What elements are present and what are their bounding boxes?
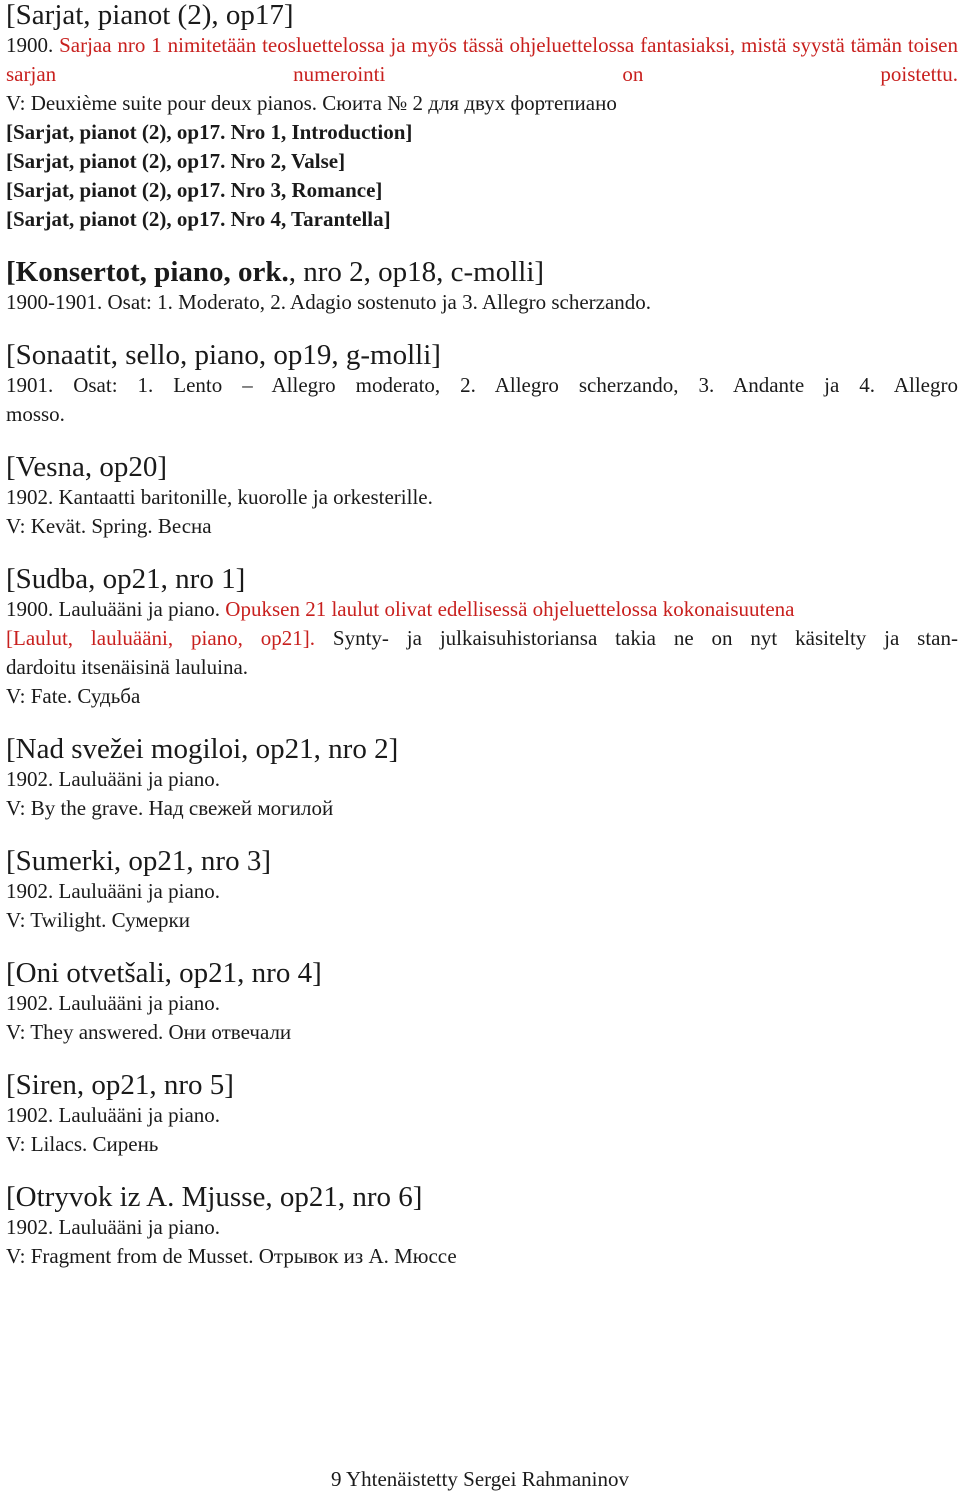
entry-description-cont: dardoitu itsenäisinä lauluina. bbox=[6, 655, 249, 679]
entry-spacer bbox=[6, 935, 958, 958]
entry-description: 1900-1901. Osat: 1. Moderato, 2. Adagio sostenuto ja 3. Allegro scherzando. bbox=[6, 290, 652, 314]
entry-title: [Sarjat, pianot (2), op17] bbox=[6, 0, 294, 31]
entry-nad-svezhei-op21-2 bbox=[6, 734, 958, 823]
entry-title: [Sumerki, op21, nro 3] bbox=[6, 845, 271, 877]
entry-description bbox=[6, 31, 958, 89]
entry-spacer bbox=[6, 429, 958, 452]
entry-title: [Nad svežei mogiloi, op21, nro 2] bbox=[6, 733, 399, 765]
entry-konsertot-op18 bbox=[6, 257, 958, 317]
entry-description: 1902. Lauluääni ja piano. bbox=[6, 991, 221, 1015]
entry-title: [Sonaatit, sello, piano, op19, g-molli] bbox=[6, 339, 441, 371]
entry-sumerki-op21-3 bbox=[6, 846, 958, 935]
entry-spacer bbox=[6, 317, 958, 340]
entry-spacer bbox=[6, 234, 958, 257]
entry-title: [Vesna, op20] bbox=[6, 451, 168, 483]
entry-title: [Otryvok iz A. Mjusse, op21, nro 6] bbox=[6, 1181, 423, 1213]
variant-titles: V: Twilight. Сумерки bbox=[6, 908, 190, 932]
entry-spacer bbox=[6, 1047, 958, 1070]
variant-titles: V: They answered. Они отвечали bbox=[6, 1020, 292, 1044]
entry-description: 1902. Lauluääni ja piano. bbox=[6, 1215, 221, 1239]
entry-spacer bbox=[6, 1159, 958, 1182]
sub-entry: [Sarjat, pianot (2), op17. Nro 4, Tarantella] bbox=[6, 207, 391, 231]
entry-otryvok-op21-6 bbox=[6, 1182, 958, 1271]
variant-titles: V: Fate. Судьба bbox=[6, 684, 141, 708]
entry-description: 1902. Kantaatti baritonille, kuorolle ja orkesterille. bbox=[6, 485, 433, 509]
entry-spacer bbox=[6, 711, 958, 734]
entry-description-cont: mosso. bbox=[6, 402, 65, 426]
entry-title: [Oni otvetšali, op21, nro 4] bbox=[6, 957, 322, 989]
entry-title: [Siren, op21, nro 5] bbox=[6, 1069, 234, 1101]
entry-year: 1900. bbox=[6, 33, 54, 57]
sub-entry: [Sarjat, pianot (2), op17. Nro 1, Introduction] bbox=[6, 120, 413, 144]
entry-title bbox=[6, 257, 958, 288]
variant-titles: V: Deuxième suite pour deux pianos. Сюита № 2 для двух фортепиано bbox=[6, 91, 617, 115]
variant-titles: V: Lilacs. Сирень bbox=[6, 1132, 159, 1156]
entry-spacer bbox=[6, 541, 958, 564]
entry-sudba-op21-1 bbox=[6, 564, 958, 711]
variant-titles: V: By the grave. Над свежей могилой bbox=[6, 796, 334, 820]
variant-titles: V: Fragment from de Musset. Отрывок из А. Мюссе bbox=[6, 1244, 457, 1268]
entry-oni-otvetshali-op21-4 bbox=[6, 958, 958, 1047]
entry-description: 1902. Lauluääni ja piano. bbox=[6, 879, 221, 903]
document-page bbox=[6, 0, 958, 1271]
sub-entry: [Sarjat, pianot (2), op17. Nro 2, Valse] bbox=[6, 149, 346, 173]
entry-text: Synty- ja julkaisuhistoriansa takia ne on nyt käsitelty ja stan- bbox=[332, 626, 958, 650]
entry-spacer bbox=[6, 823, 958, 846]
entry-siren-op21-5 bbox=[6, 1070, 958, 1159]
entry-sarjat-op17 bbox=[6, 0, 958, 234]
entry-description: 1902. Lauluääni ja piano. bbox=[6, 1103, 221, 1127]
entry-title-bold: [Konsertot, piano, ork. bbox=[6, 256, 289, 288]
entry-description bbox=[6, 595, 958, 624]
entry-sonaatit-op19 bbox=[6, 340, 958, 429]
page-footer: 9 Yhtenäistetty Sergei Rahmaninov bbox=[330, 1467, 630, 1491]
entry-year-note: 1900. Lauluääni ja piano. bbox=[6, 597, 221, 621]
editorial-note: Opuksen 21 laulut olivat edellisessä ohjeluettelossa kokonaisuutena bbox=[225, 597, 795, 621]
entry-description: 1901. Osat: 1. Lento – Allegro moderato, 2. Allegro scherzando, 3. Andante ja 4. Allegro bbox=[6, 373, 958, 397]
entry-vesna-op20 bbox=[6, 452, 958, 541]
sub-entry: [Sarjat, pianot (2), op17. Nro 3, Romance] bbox=[6, 178, 383, 202]
entry-description: 1902. Lauluääni ja piano. bbox=[6, 767, 221, 791]
entry-title-rest: , nro 2, op18, c-molli] bbox=[288, 256, 545, 288]
entry-description-cont bbox=[6, 624, 958, 653]
editorial-note: [Laulut, lauluääni, piano, op21]. bbox=[6, 626, 316, 650]
variant-titles: V: Kevät. Spring. Весна bbox=[6, 514, 212, 538]
editorial-note: Sarjaa nro 1 nimitetään teosluettelossa ja myös tässä ohjeluettelossa fantasiaksi, mistä syystä tämän toisen sarjan numerointi on poistettu. bbox=[6, 33, 958, 86]
entry-title: [Sudba, op21, nro 1] bbox=[6, 563, 246, 595]
